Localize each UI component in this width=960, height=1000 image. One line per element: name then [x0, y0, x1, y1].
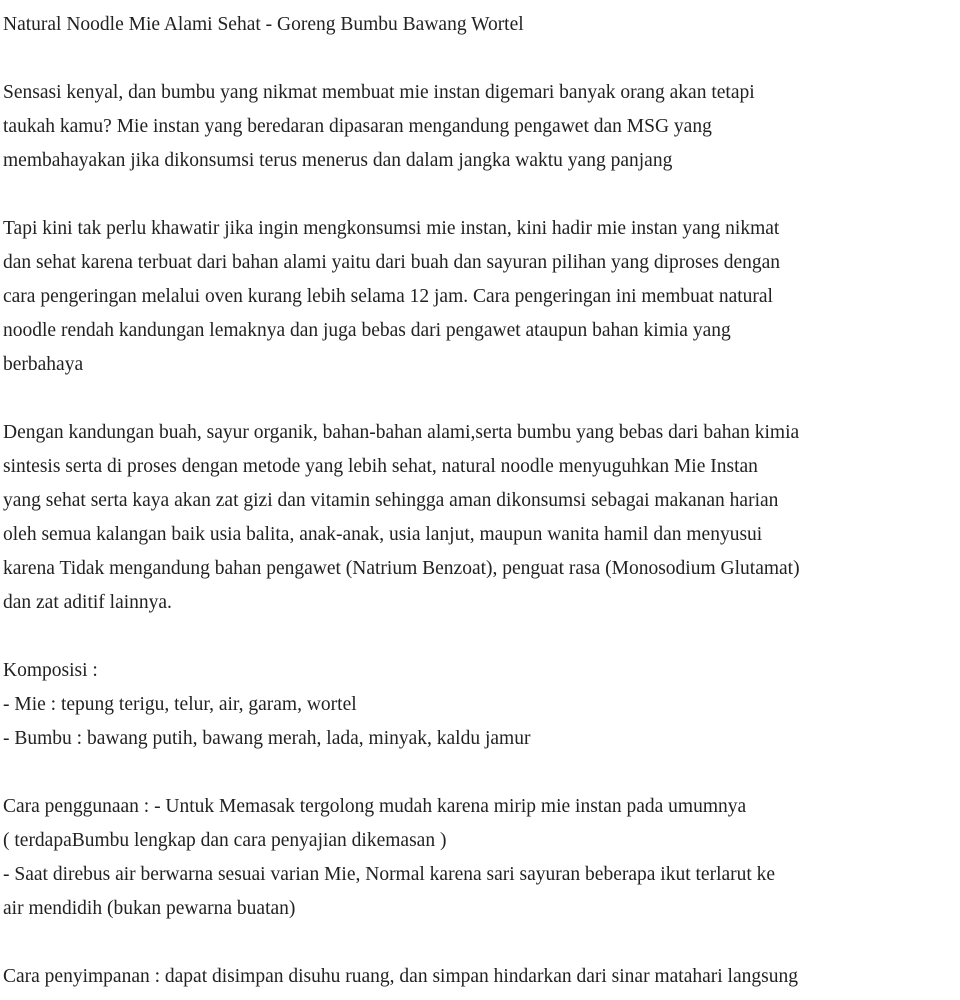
paragraph-line: sintesis serta di proses dengan metode yang lebih sehat, natural noodle menyuguhkan Mie Instan [3, 456, 758, 477]
paragraph-benefits [3, 212, 953, 382]
usage-line: Cara penggunaan : - Untuk Memasak tergolong mudah karena mirip mie instan pada umumnya [3, 796, 747, 817]
paragraph-line: Tapi kini tak perlu khawatir jika ingin mengkonsumsi mie instan, kini hadir mie instan yang nikmat [3, 218, 780, 239]
spacer [3, 620, 953, 654]
composition-item: - Mie : tepung terigu, telur, air, garam, wortel [3, 694, 357, 715]
spacer [3, 382, 953, 416]
paragraph-line: dan sehat karena terbuat dari bahan alami yaitu dari buah dan sayuran pilihan yang diproses dengan [3, 252, 781, 273]
product-title: Natural Noodle Mie Alami Sehat - Goreng Bumbu Bawang Wortel [3, 14, 524, 35]
paragraph-line: dan zat aditif lainnya. [3, 592, 172, 613]
paragraph-line: noodle rendah kandungan lemaknya dan juga bebas dari pengawet ataupun bahan kimia yang [3, 320, 731, 341]
spacer [3, 42, 953, 76]
composition-item: - Bumbu : bawang putih, bawang merah, lada, minyak, kaldu jamur [3, 728, 531, 749]
usage-line: - Saat direbus air berwarna sesuai varian Mie, Normal karena sari sayuran beberapa ikut terlarut ke [3, 864, 776, 885]
usage-section [3, 790, 953, 926]
paragraph-line: membahayakan jika dikonsumsi terus menerus dan dalam jangka waktu yang panjang [3, 150, 673, 171]
paragraph-content [3, 416, 953, 620]
paragraph-line: cara pengeringan melalui oven kurang lebih selama 12 jam. Cara pengeringan ini membuat natural [3, 286, 773, 307]
spacer [3, 926, 953, 960]
usage-line: air mendidih (bukan pewarna buatan) [3, 898, 296, 919]
usage-line: ( terdapaBumbu lengkap dan cara penyajian dikemasan ) [3, 830, 447, 851]
paragraph-line: taukah kamu? Mie instan yang beredaran dipasaran mengandung pengawet dan MSG yang [3, 116, 712, 137]
spacer [3, 756, 953, 790]
paragraph-line: oleh semua kalangan baik usia balita, anak-anak, usia lanjut, maupun wanita hamil dan menyusui [3, 524, 763, 545]
paragraph-line: berbahaya [3, 354, 84, 375]
composition-heading: Komposisi : [3, 660, 98, 681]
storage-line: Cara penyimpanan : dapat disimpan disuhu ruang, dan simpan hindarkan dari sinar matahari langsung [3, 966, 798, 987]
paragraph-line: Sensasi kenyal, dan bumbu yang nikmat membuat mie instan digemari banyak orang akan tetapi [3, 82, 755, 103]
paragraph-intro [3, 76, 953, 178]
composition-section [3, 654, 953, 756]
spacer [3, 178, 953, 212]
paragraph-line: yang sehat serta kaya akan zat gizi dan vitamin sehingga aman dikonsumsi sebagai makanan harian [3, 490, 779, 511]
storage-section [3, 960, 953, 994]
paragraph-line: karena Tidak mengandung bahan pengawet (Natrium Benzoat), penguat rasa (Monosodium Glutamat) [3, 558, 800, 579]
paragraph-line: Dengan kandungan buah, sayur organik, bahan-bahan alami,serta bumbu yang bebas dari bahan kimia [3, 422, 800, 443]
